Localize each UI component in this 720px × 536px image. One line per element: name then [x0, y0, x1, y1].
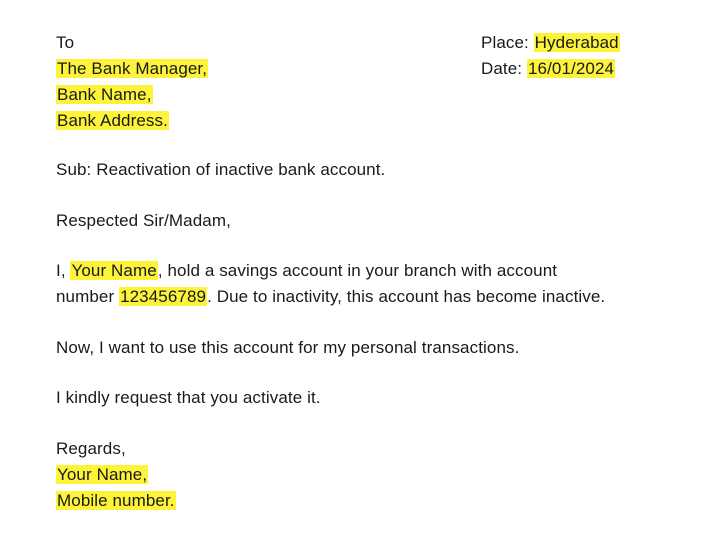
p2-text: Now, I want to use this account for my personal transactions.: [56, 338, 520, 357]
p1-rest: , hold a savings account in your branch with account: [157, 261, 558, 280]
closing-regards: [56, 437, 126, 461]
closing-mobile: [56, 489, 176, 513]
mobile-number-placeholder: Mobile number.: [57, 491, 175, 510]
body-paragraph-2: [56, 336, 519, 360]
recipient-line-3: [56, 109, 169, 133]
p3-text: I kindly request that you activate it.: [56, 388, 321, 407]
p1b-rest: . Due to inactivity, this account has become inactive.: [207, 287, 606, 306]
body-paragraph-1-line-1: [56, 259, 557, 283]
recipient-line-1: [56, 57, 208, 81]
subject-line: [56, 158, 385, 182]
date-value: 16/01/2024: [527, 59, 615, 78]
account-number-placeholder: 123456789: [120, 287, 207, 306]
place-line: [481, 31, 620, 55]
closing-name: [56, 463, 148, 487]
subject-text: Sub: Reactivation of inactive bank account.: [56, 160, 386, 179]
bank-name-text: Bank Name,: [57, 85, 152, 104]
recipient-to: [56, 31, 74, 55]
p1b-prefix: number: [56, 287, 120, 306]
bank-address-text: Bank Address.: [57, 111, 168, 130]
your-name-placeholder: Your Name: [71, 261, 157, 280]
signature-name-placeholder: Your Name,: [57, 465, 148, 484]
date-line: [481, 57, 615, 81]
place-value: Hyderabad: [534, 33, 619, 52]
date-label: Date:: [481, 59, 527, 78]
body-paragraph-1-line-2: [56, 285, 605, 309]
salutation-line: [56, 209, 231, 233]
p1-prefix: I,: [56, 261, 71, 280]
body-paragraph-3: [56, 386, 321, 410]
salutation-text: Respected Sir/Madam,: [56, 211, 231, 230]
recipient-line-2: [56, 83, 153, 107]
regards-text: Regards,: [56, 439, 126, 458]
place-label: Place:: [481, 33, 534, 52]
bank-manager-text: The Bank Manager,: [57, 59, 208, 78]
to-label: To: [56, 33, 75, 52]
